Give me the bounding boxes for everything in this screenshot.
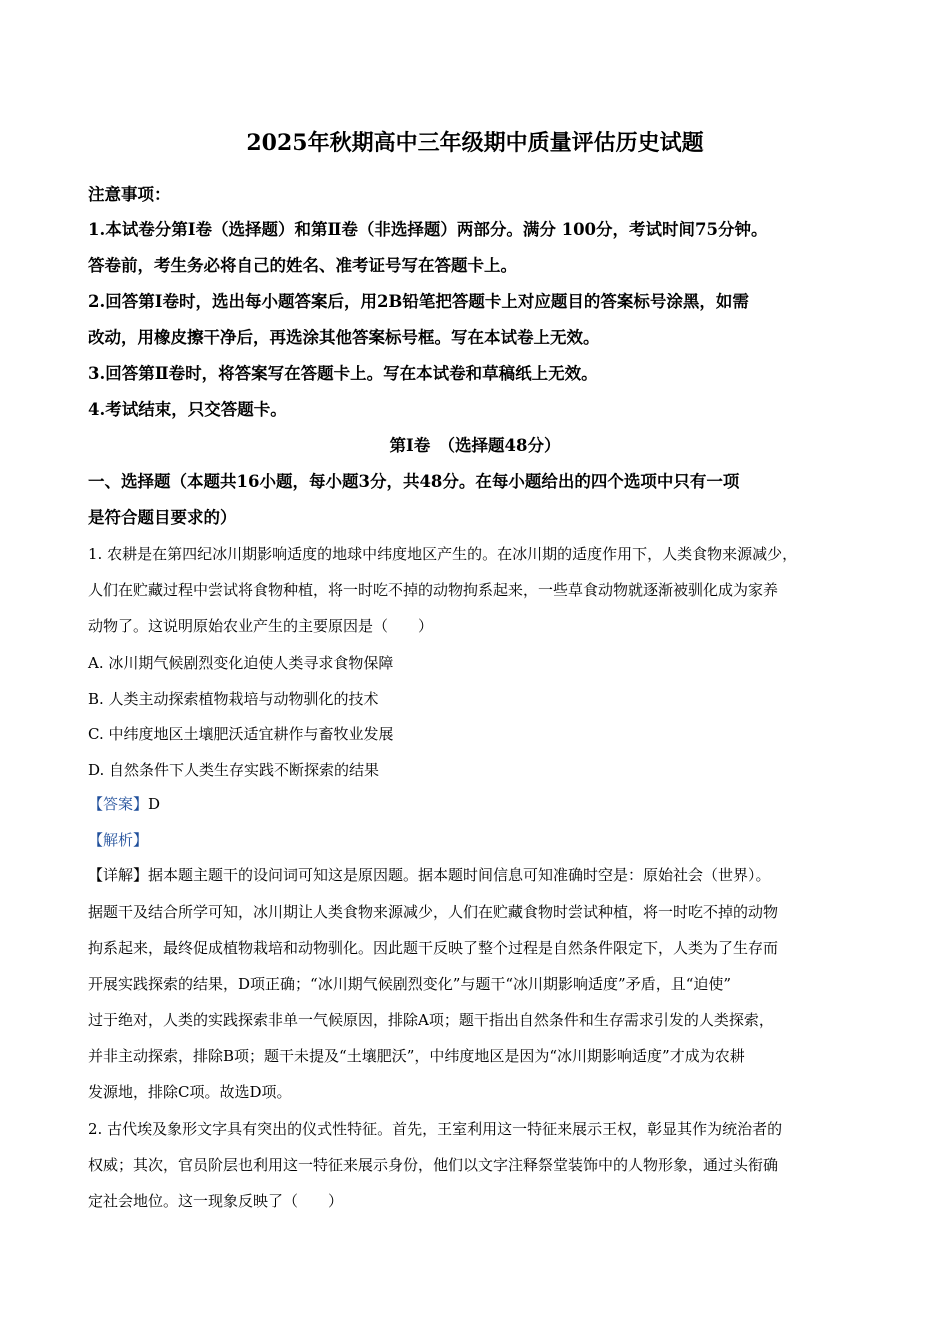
option-b: B. 人类主动探索植物栽培与动物驯化的技术 <box>88 690 379 708</box>
notice-heading: 注意事项： <box>88 185 171 204</box>
option-a: A. 冰川期气候剧烈变化迫使人类寻求食物保障 <box>88 654 394 672</box>
option-c: C. 中纬度地区土壤肥沃适宜耕作与畜牧业发展 <box>88 725 394 743</box>
notice-line: 4.考试结束，只交答题卡。 <box>88 400 287 419</box>
notice-line: 2.回答第Ⅰ卷时，选出每小题答案后，用2B铅笔把答题卡上对应题目的答案标号涂黑，如需 <box>88 292 749 311</box>
section-heading: 一、选择题（本题共16小题，每小题3分，共48分。在每小题给出的四个选项中只有一项 <box>88 472 740 491</box>
analysis-detail: 过于绝对，人类的实践探索非单一气候原因，排除A项；题干指出自然条件和生存需求引发的人类探索， <box>88 1011 774 1029</box>
page-title: 2025年秋期高中三年级期中质量评估历史试题 <box>246 130 704 156</box>
question-stem: 人们在贮藏过程中尝试将食物种植，将一时吃不掉的动物拘系起来，一些草食动物就逐渐被驯化成为家养 <box>88 581 779 599</box>
option-d: D. 自然条件下人类生存实践不断探索的结果 <box>88 761 380 779</box>
analysis-detail: 开展实践探索的结果，D项正确；“冰川期气候剧烈变化”与题干“冰川期影响适度”矛盾，且“迫使” <box>88 975 732 993</box>
notice-line: 1.本试卷分第Ⅰ卷（选择题）和第Ⅱ卷（非选择题）两部分。满分 100分，考试时间75分钟。 <box>88 220 768 239</box>
answer-row <box>88 792 160 816</box>
answer-value: D <box>148 795 161 813</box>
analysis-detail: 拘系起来，最终促成植物栽培和动物驯化。因此题干反映了整个过程是自然条件限定下，人类为了生存而 <box>88 939 779 957</box>
question-stem: 1. 农耕是在第四纪冰川期影响适度的地球中纬度地区产生的。在冰川期的适度作用下，人类食物来源减少， <box>88 545 798 563</box>
volume-heading: 第Ⅰ卷 （选择题48分） <box>389 436 561 455</box>
section-heading: 是符合题目要求的） <box>88 508 237 527</box>
analysis-detail: 据题干及结合所学可知，冰川期让人类食物来源减少，人们在贮藏食物时尝试种植，将一时吃不掉的动物 <box>88 903 779 921</box>
answer-label: 【答案】 <box>88 795 149 813</box>
analysis-detail: 发源地，排除C项。故选D项。 <box>88 1083 292 1101</box>
question-stem: 动物了。这说明原始农业产生的主要原因是（ ） <box>88 617 434 635</box>
notice-line: 3.回答第Ⅱ卷时，将答案写在答题卡上。写在本试卷和草稿纸上无效。 <box>88 364 598 383</box>
analysis-detail: 【详解】据本题主题干的设问词可知这是原因题。据本题时间信息可知准确时空是：原始社会（世界）。 <box>88 866 771 884</box>
question-stem: 2. 古代埃及象形文字具有突出的仪式性特征。首先，王室利用这一特征来展示王权，彰显其作为统治者的 <box>88 1120 783 1138</box>
question-stem: 定社会地位。这一现象反映了（ ） <box>88 1192 344 1210</box>
notice-line: 改动，用橡皮擦干净后，再选涂其他答案标号框。写在本试卷上无效。 <box>88 328 600 347</box>
analysis-detail: 并非主动探索，排除B项；题干未提及“土壤肥沃”，中纬度地区是因为“冰川期影响适度”才成为农耕 <box>88 1047 745 1065</box>
question-stem: 权威；其次，官员阶层也利用这一特征来展示身份，他们以文字注释祭堂装饰中的人物形象，通过头衔确 <box>88 1156 779 1174</box>
analysis-label: 【解析】 <box>88 831 149 849</box>
notice-line: 答卷前，考生务必将自己的姓名、准考证号写在答题卡上。 <box>88 256 517 275</box>
